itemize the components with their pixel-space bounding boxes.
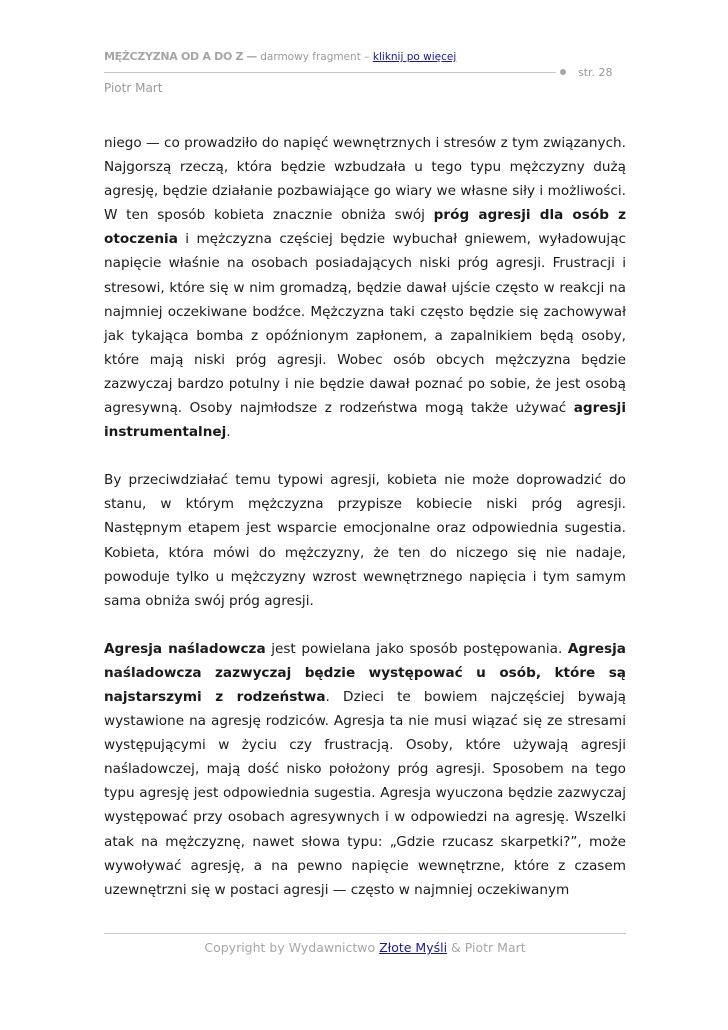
page-footer: [104, 940, 626, 955]
bold-run: próg agresji dla osób z otoczenia: [104, 207, 626, 248]
header-author: Piotr Mart: [104, 81, 163, 95]
page-number: [560, 66, 613, 79]
paragraph-3: [104, 637, 626, 902]
page-number-label: str. 28: [578, 66, 613, 79]
free-fragment-label: darmowy fragment –: [260, 51, 370, 63]
text-run: i mężczyzna częściej będzie wybuchał gniewem, wyładowując napięcie właśnie na osobach posiadających niski próg agresji. Frustracji i stresowi, które się w nim gromadzą, będzie dawał ujście często w reakcji na najmniej oczekiwane bodźce. Mężczyzna taki często będzie się zachowywał jak tykająca bomba z opóźnionym zapłonem, a zapalnikiem będą osoby, które mają niski próg agresji. Wobec osób obcych mężczyzna będzie zazwyczaj bardzo potulny i nie będzie dawał poznać po sobie, że jest osobą agresywną. Osoby najmłodsze z rodzeństwa mogą także używać: [104, 231, 626, 417]
book-title: MĘŻCZYZNA OD A DO Z: [104, 50, 244, 63]
bullet-icon: [560, 69, 566, 75]
header-title-line: [104, 50, 626, 64]
copyright-suffix: & Piotr Mart: [447, 940, 526, 955]
page-header: [104, 50, 626, 95]
text-run: .: [226, 424, 231, 441]
header-rule: [104, 72, 556, 73]
footer-rule: [104, 933, 626, 934]
bold-run: Agresja naśladowcza zazwyczaj będzie występować u osób, które są najstarszymi z rodzeństwa: [104, 640, 626, 705]
text-run: niego — co prowadziło do napięć wewnętrznych i stresów z tym związanych. Najgorszą rzeczą, która będzie wzbudzała u tego typu mężczyzny dużą agresję, będzie działanie pozbawiające go wiary we własne siły i możliwości. W ten sposób kobieta znacznie obniża swój: [104, 135, 626, 224]
bold-run: agresji instrumentalnej: [104, 400, 626, 441]
page-content: [104, 131, 626, 926]
publisher-link[interactable]: Złote Myśli: [379, 940, 448, 955]
bold-run: Agresja naśladowcza: [104, 640, 266, 657]
paragraph-1: [104, 131, 626, 444]
copyright-prefix: Copyright by Wydawnictwo: [204, 940, 380, 955]
text-run: jest powielana jako sposób postępowania.: [265, 640, 568, 657]
title-dash: —: [246, 50, 258, 63]
text-run: . Dzieci te bowiem najczęściej bywają wystawione na agresję rodziców. Agresja ta nie musi wiązać się ze stresami występującymi w życiu czy frustracją. Osoby, które używają agresji naśladowczej, mają dość nisko położony próg agresji. Sposobem na tego typu agresję jest odpowiednia sugestia. Agresja wyuczona będzie zazwyczaj występować przy osobach agresywnych i w odpowiedzi na agresję. Wszelki atak na mężczyznę, nawet słowa typu: „Gdzie rzucasz skarpetki?”, może wywoływać agresję, a na pewno napięcie wewnętrzne, które z czasem uzewnętrzni się w postaci agresji — często w najmniej oczekiwanym: [104, 688, 626, 898]
more-link[interactable]: kliknij po więcej: [372, 51, 457, 63]
paragraph-2: By przeciwdziałać temu typowi agresji, kobieta nie może doprowadzić do stanu, w którym mężczyzna przypisze kobiecie niski próg agresji. Następnym etapem jest wsparcie emocjonalne oraz odpowiednia sugestia. Kobieta, która mówi do mężczyzny, że ten do niczego się nie nadaje, powoduje tylko u mężczyzny wzrost wewnętrznego napięcia i tym samym sama obniża swój próg agresji.: [104, 472, 626, 609]
